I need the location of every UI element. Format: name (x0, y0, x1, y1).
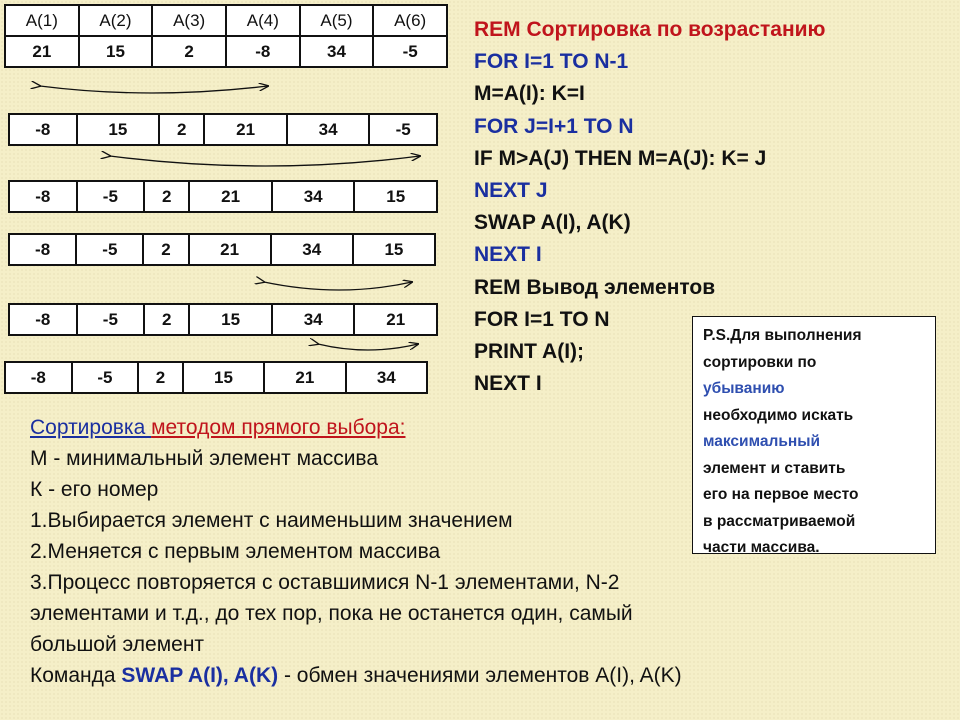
table-cell: 34 (272, 181, 355, 212)
explain-line-3: 1.Выбирается элемент с наименьшим значением (30, 509, 513, 532)
header-cell: A(5) (300, 5, 374, 36)
table-cell: 2 (159, 114, 204, 145)
table-cell: -8 (9, 114, 77, 145)
code-if: IF M>A(J) THEN M=A(J): K= J (474, 146, 767, 170)
table-cell: -8 (226, 36, 300, 67)
code-for-i: FOR I=1 TO N-1 (474, 50, 629, 74)
header-cell: A(4) (226, 5, 300, 36)
swap-arrow-1 (40, 86, 268, 93)
explain-swap-line (30, 660, 682, 691)
table-cell: 21 (264, 362, 345, 393)
explain-line-5: 3.Процесс повторяется с оставшимися N-1 элементами, N-2 (30, 571, 620, 594)
ps-line: в рассматриваемой (703, 512, 856, 530)
ps-line: его на первое место (703, 486, 859, 503)
table-cell: -5 (76, 234, 143, 265)
table-cell: 2 (138, 362, 183, 393)
table-cell: -8 (9, 181, 77, 212)
table-cell: -5 (77, 181, 145, 212)
code-swap: SWAP A(I), A(K) (474, 211, 631, 235)
table-cell: 21 (5, 36, 79, 67)
swap-prefix: Команда (30, 664, 122, 687)
explain-line-6: элементами и т.д., до тех пор, пока не останется один, самый (30, 602, 633, 625)
code-rem-out: REM Вывод элементов (474, 275, 716, 299)
table-cell: 34 (346, 362, 427, 393)
code-m-assign: M=A(I): K=I (474, 82, 585, 106)
table-cell: 2 (144, 181, 189, 212)
ps-line: части массива. (703, 539, 820, 556)
table-cell: 15 (79, 36, 153, 67)
table-cell: 21 (204, 114, 287, 145)
code-rem-sort: REM Сортировка по возрастанию (474, 18, 826, 41)
ps-line: элемент и ставить (703, 459, 846, 477)
code-for-j: FOR J=I+1 TO N (474, 114, 634, 138)
code-next-i: NEXT I (474, 243, 542, 267)
code-for-out: FOR I=1 TO N (474, 307, 610, 331)
code-print: PRINT A(I); (474, 340, 585, 364)
table-cell: 34 (272, 304, 355, 335)
explain-title-part1: Сортировка (30, 416, 152, 439)
header-cell: A(2) (79, 5, 153, 36)
table-cell: 21 (189, 181, 272, 212)
table-cell: 15 (183, 362, 264, 393)
table-cell: 34 (287, 114, 370, 145)
method-explanation (30, 412, 682, 691)
table-cell: -8 (9, 234, 76, 265)
table-cell: 15 (354, 181, 437, 212)
swap-suffix: - обмен значениями элементов A(I), A(K) (278, 664, 682, 687)
ps-line: необходимо искать (703, 406, 854, 424)
table-cell: 34 (300, 36, 374, 67)
table-cell: -5 (369, 114, 437, 145)
table-cell: 2 (144, 304, 189, 335)
table-cell: -5 (373, 36, 447, 67)
swap-arrow-2 (110, 156, 420, 166)
ps-line: P.S.Для выполнения (703, 327, 862, 344)
table-cell: -8 (9, 304, 77, 335)
ps-line: убыванию (703, 380, 785, 397)
table-cell: 34 (271, 234, 353, 265)
table-cell: 15 (77, 114, 160, 145)
swap-arrow-5 (318, 344, 418, 350)
table-cell: -8 (5, 362, 72, 393)
header-cell: A(6) (373, 5, 447, 36)
table-cell: -5 (72, 362, 139, 393)
explain-line-7: большой элемент (30, 633, 205, 656)
header-cell: A(1) (5, 5, 79, 36)
table-cell: 2 (152, 36, 226, 67)
table-cell: -5 (77, 304, 145, 335)
code-next-i2: NEXT I (474, 372, 542, 396)
explain-line-4: 2.Меняется с первым элементом массива (30, 540, 441, 563)
ps-line: максимальный (703, 433, 820, 450)
table-cell: 2 (143, 234, 188, 265)
explain-title-part2: методом прямого выбора: (151, 416, 406, 439)
explain-title (30, 412, 682, 443)
explain-line-2: К - его номер (30, 478, 159, 501)
table-cell: 21 (189, 234, 271, 265)
swap-arrow-4 (264, 282, 412, 290)
ps-note-box (692, 316, 936, 554)
header-cell: A(3) (152, 5, 226, 36)
table-cell: 21 (354, 304, 437, 335)
table-cell: 15 (189, 304, 272, 335)
explain-line-1: М - минимальный элемент массива (30, 447, 379, 470)
code-next-j: NEXT J (474, 179, 548, 203)
table-cell: 15 (353, 234, 435, 265)
ps-line: сортировки по (703, 353, 817, 371)
swap-command: SWAP A(I), A(K) (121, 664, 279, 687)
